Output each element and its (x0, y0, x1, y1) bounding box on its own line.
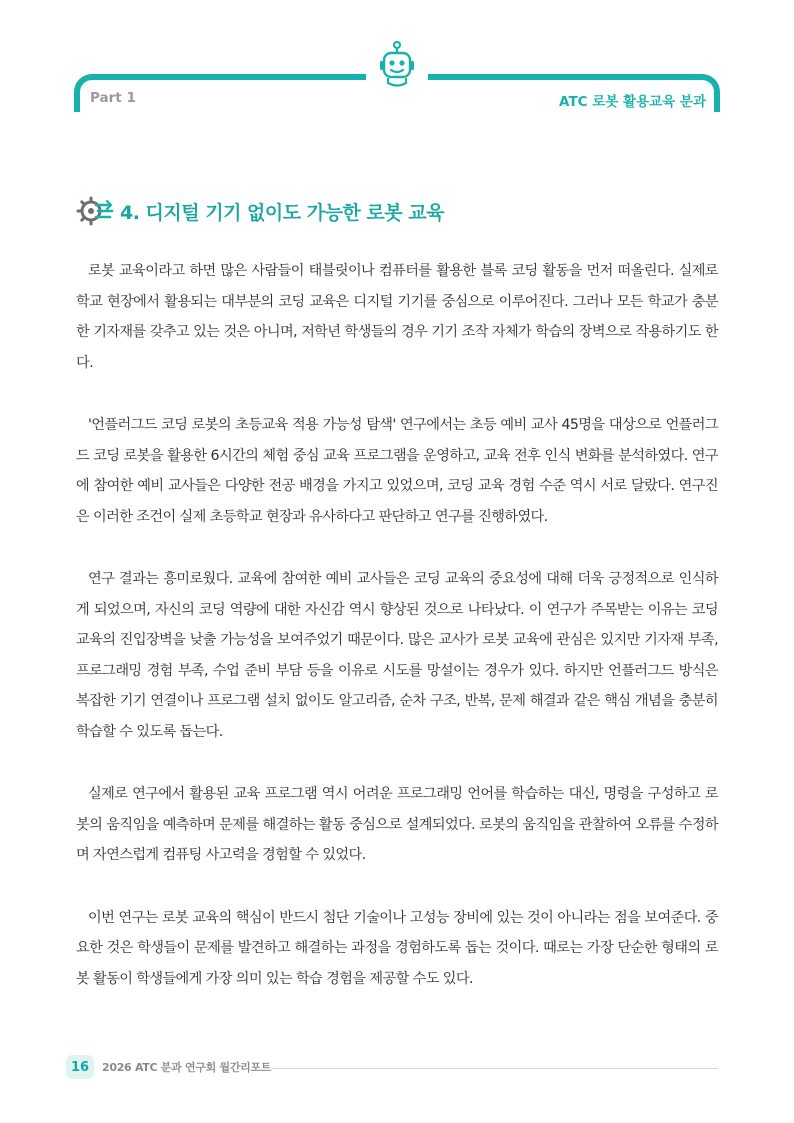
section-label: ATC 로봇 활용교육 분과 (559, 94, 706, 110)
part-label: Part 1 (90, 90, 136, 106)
article-body (76, 256, 718, 1026)
publication-title: 2026 ATC 분과 연구회 월간리포트 (102, 1061, 272, 1074)
footer-divider (272, 1068, 718, 1069)
section-heading (76, 196, 444, 226)
section-title: 4. 디지털 기기 없이도 가능한 로봇 교육 (120, 201, 444, 224)
paragraph: 연구 결과는 흥미로웠다. 교육에 참여한 예비 교사들은 코딩 교육의 중요성에 대해 더욱 긍정적으로 인식하게 되었으며, 자신의 코딩 역량에 대한 자신감 역시 향상된 것으로 나타났다. 이 연구가 주목받는 이유는 코딩 교육의 진입장벽을 낮출 가능성을 보여주었기 때문이다. 많은 교사가 로봇 교육에 관심은 있지만 기자재 부족, 프로그래밍 경험 부족, 수업 준비 부담 등을 이유로 시도를 망설이는 경우가 있다. 하지만 언플러그드 방식은 복잡한 기기 연결이나 프로그램 설치 없이도 알고리즘, 순차 구조, 반복, 문제 해결과 같은 핵심 개념을 충분히 학습할 수 있도록 돕는다. (76, 571, 718, 740)
page-number: 16 (66, 1055, 94, 1079)
paragraph: 이번 연구는 로봇 교육의 핵심이 반드시 첨단 기술이나 고성능 장비에 있는 것이 아니라는 점을 보여준다. 중요한 것은 학생들이 문제를 발견하고 해결하는 과정을 경험하도록 돕는 것이다. 때로는 가장 단순한 형태의 로봇 활동이 학생들에게 가장 의미 있는 학습 경험을 제공할 수도 있다. (76, 909, 718, 987)
robot-icon (374, 40, 420, 90)
gear-arrow-icon (76, 196, 114, 226)
paragraph: 실제로 연구에서 활용된 교육 프로그램 역시 어려운 프로그래밍 언어를 학습하는 대신, 명령을 구성하고 로봇의 움직임을 예측하며 문제를 해결하는 활동 중심으로 설계되었다. 로봇의 움직임을 관찰하여 오류를 수정하며 자연스럽게 컴퓨팅 사고력을 경험할 수 있었다. (76, 786, 718, 863)
paragraph: '언플러그드 코딩 로봇의 초등교육 적용 가능성 탐색' 연구에서는 초등 예비 교사 45명을 대상으로 언플러그드 코딩 로봇을 활용한 6시간의 체험 중심 교육 프로그램을 운영하고, 교육 전후 인식 변화를 분석하였다. 연구에 참여한 예비 교사들은 다양한 전공 배경을 가지고 있었으며, 코딩 교육 경험 수준 역시 서로 달랐다. 연구진은 이러한 조건이 실제 초등학교 현장과 유사하다고 판단하고 연구를 진행하였다. (76, 417, 718, 525)
paragraph: 로봇 교육이라고 하면 많은 사람들이 태블릿이나 컴퓨터를 활용한 블록 코딩 활동을 먼저 떠올린다. 실제로 학교 현장에서 활용되는 대부분의 코딩 교육은 디지털 기기를 중심으로 이루어진다. 그러나 모든 학교가 충분한 기자재를 갖추고 있는 것은 아니며, 저학년 학생들의 경우 기기 조작 자체가 학습의 장벽으로 작용하기도 한다. (76, 263, 718, 371)
